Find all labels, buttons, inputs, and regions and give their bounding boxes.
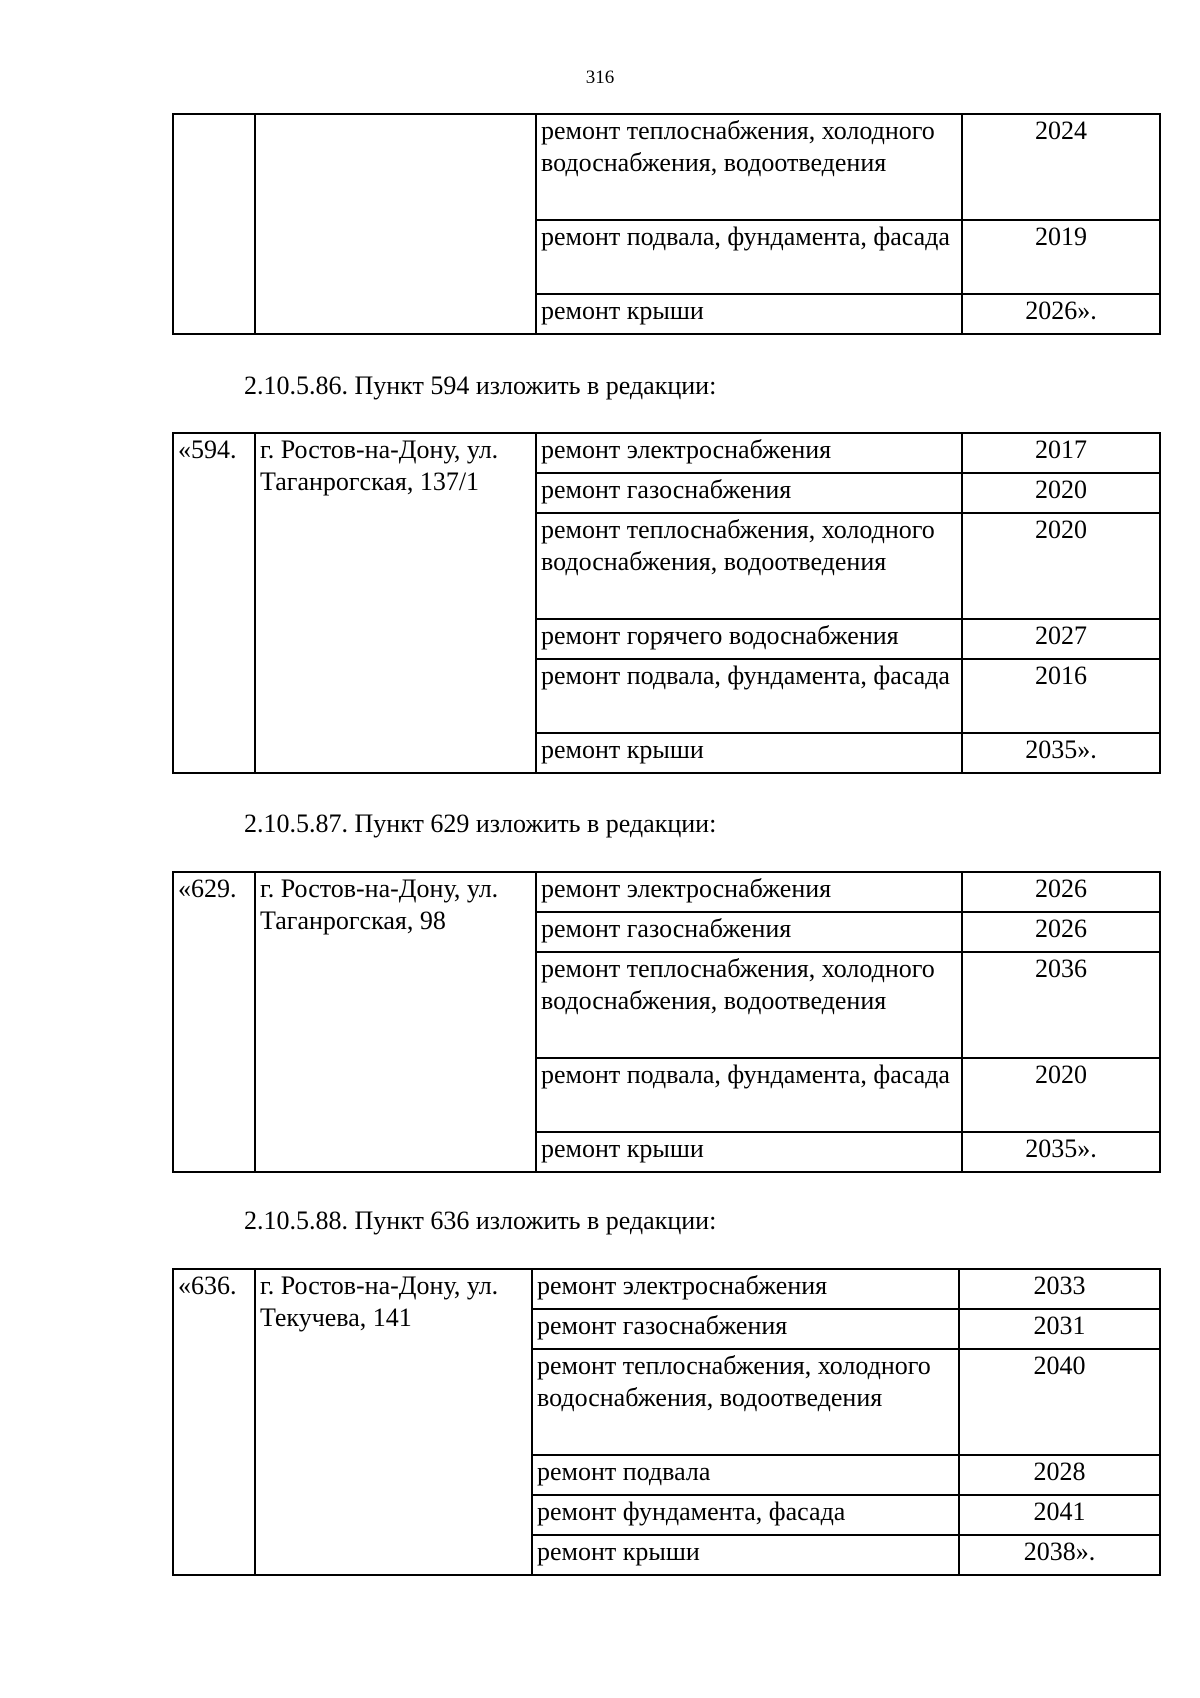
work-cell: ремонт электроснабжения bbox=[536, 433, 962, 473]
item-table-594 bbox=[172, 432, 1161, 774]
item-number-cell: «629. bbox=[173, 872, 255, 1172]
work-cell: ремонт газоснабжения bbox=[532, 1309, 959, 1349]
continuation-table bbox=[172, 113, 1161, 335]
year-cell: 2027 bbox=[962, 619, 1160, 659]
year-cell: 2016 bbox=[962, 659, 1160, 733]
work-cell: ремонт крыши bbox=[536, 733, 962, 773]
item-number-cell bbox=[173, 114, 255, 334]
amendment-heading: 2.10.5.86. Пункт 594 изложить в редакции: bbox=[244, 371, 717, 400]
year-cell: 2017 bbox=[962, 433, 1160, 473]
work-cell: ремонт фундамента, фасада bbox=[532, 1495, 959, 1535]
work-cell: ремонт подвала, фундамента, фасада bbox=[536, 220, 962, 294]
table-row bbox=[173, 114, 1160, 220]
year-cell: 2033 bbox=[959, 1269, 1160, 1309]
work-cell: ремонт электроснабжения bbox=[536, 872, 962, 912]
item-table-629 bbox=[172, 871, 1161, 1173]
year-cell: 2038». bbox=[959, 1535, 1160, 1575]
year-cell: 2035». bbox=[962, 1132, 1160, 1172]
year-cell: 2031 bbox=[959, 1309, 1160, 1349]
year-cell: 2024 bbox=[962, 114, 1160, 220]
year-cell: 2040 bbox=[959, 1349, 1160, 1455]
work-cell: ремонт горячего водоснабжения bbox=[536, 619, 962, 659]
year-cell: 2026 bbox=[962, 912, 1160, 952]
work-cell: ремонт электроснабжения bbox=[532, 1269, 959, 1309]
table-row bbox=[173, 433, 1160, 473]
work-cell: ремонт крыши bbox=[532, 1535, 959, 1575]
year-cell: 2020 bbox=[962, 513, 1160, 619]
work-cell: ремонт теплоснабжения, холодного водоснабжения, водоотведения bbox=[536, 513, 962, 619]
year-cell: 2026». bbox=[962, 294, 1160, 334]
year-cell: 2036 bbox=[962, 952, 1160, 1058]
address-cell: г. Ростов-на-Дону, ул. Текучева, 141 bbox=[255, 1269, 532, 1575]
work-cell: ремонт крыши bbox=[536, 294, 962, 334]
amendment-heading: 2.10.5.87. Пункт 629 изложить в редакции: bbox=[244, 809, 717, 838]
work-cell: ремонт подвала, фундамента, фасада bbox=[536, 659, 962, 733]
year-cell: 2035». bbox=[962, 733, 1160, 773]
work-cell: ремонт подвала, фундамента, фасада bbox=[536, 1058, 962, 1132]
year-cell: 2028 bbox=[959, 1455, 1160, 1495]
item-table-636 bbox=[172, 1268, 1161, 1576]
year-cell: 2019 bbox=[962, 220, 1160, 294]
work-cell: ремонт теплоснабжения, холодного водоснабжения, водоотведения bbox=[536, 952, 962, 1058]
item-number-cell: «594. bbox=[173, 433, 255, 773]
work-cell: ремонт теплоснабжения, холодного водоснабжения, водоотведения bbox=[532, 1349, 959, 1455]
amendment-heading: 2.10.5.88. Пункт 636 изложить в редакции: bbox=[244, 1206, 717, 1235]
page-number: 316 bbox=[585, 67, 615, 88]
work-cell: ремонт крыши bbox=[536, 1132, 962, 1172]
work-cell: ремонт теплоснабжения, холодного водоснабжения, водоотведения bbox=[536, 114, 962, 220]
address-cell bbox=[255, 114, 536, 334]
year-cell: 2041 bbox=[959, 1495, 1160, 1535]
address-cell: г. Ростов-на-Дону, ул. Таганрогская, 98 bbox=[255, 872, 536, 1172]
work-cell: ремонт подвала bbox=[532, 1455, 959, 1495]
table-row bbox=[173, 1269, 1160, 1309]
work-cell: ремонт газоснабжения bbox=[536, 473, 962, 513]
year-cell: 2020 bbox=[962, 1058, 1160, 1132]
work-cell: ремонт газоснабжения bbox=[536, 912, 962, 952]
year-cell: 2020 bbox=[962, 473, 1160, 513]
address-cell: г. Ростов-на-Дону, ул. Таганрогская, 137/1 bbox=[255, 433, 536, 773]
year-cell: 2026 bbox=[962, 872, 1160, 912]
table-row bbox=[173, 872, 1160, 912]
item-number-cell: «636. bbox=[173, 1269, 255, 1575]
